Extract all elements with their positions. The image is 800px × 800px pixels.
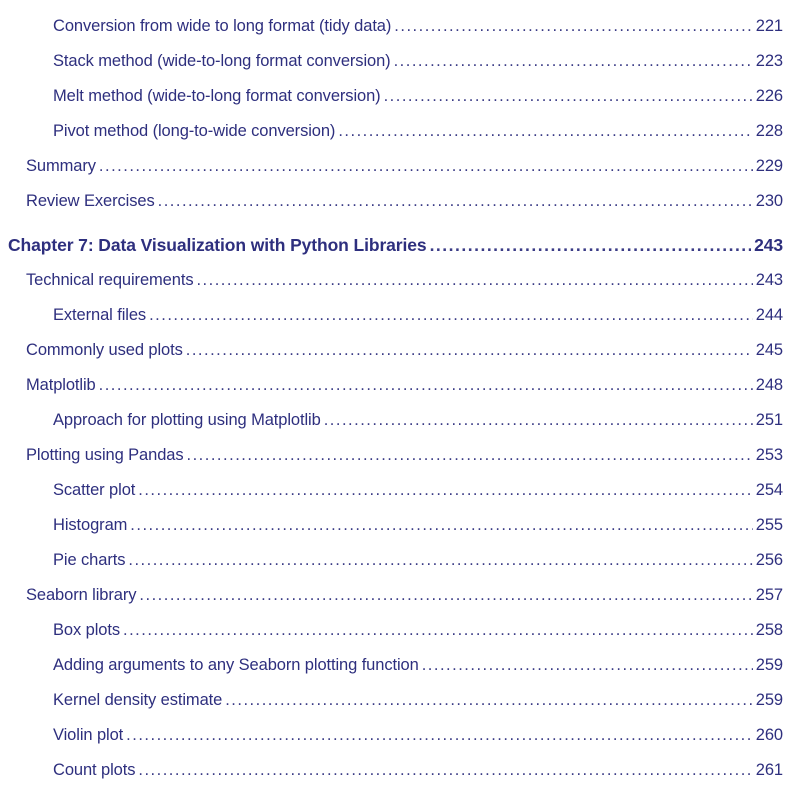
- toc-entry-page: 243: [755, 271, 783, 289]
- toc-entry-page: 259: [755, 656, 783, 674]
- toc-entry-label: Histogram: [53, 516, 128, 534]
- toc-leader-dots: [123, 621, 753, 640]
- toc-entry-label: Commonly used plots: [26, 341, 183, 359]
- toc-entry-page: 254: [755, 481, 783, 499]
- toc-leader-dots: [99, 157, 753, 176]
- toc-chapter-heading[interactable]: [8, 235, 783, 256]
- toc-leader-dots: [138, 481, 753, 500]
- toc-entry[interactable]: [53, 516, 783, 535]
- toc-entry-page: 248: [755, 376, 783, 394]
- toc-entry-page: 256: [755, 551, 783, 569]
- toc-entry[interactable]: [26, 157, 783, 176]
- toc-leader-dots: [394, 17, 752, 36]
- toc-entry[interactable]: [53, 17, 783, 36]
- toc-entry[interactable]: [53, 122, 783, 141]
- toc-leader-dots: [196, 271, 752, 290]
- toc-leader-dots: [338, 122, 752, 141]
- toc-entry-label: Pie charts: [53, 551, 126, 569]
- toc-entry-page: 244: [755, 306, 783, 324]
- toc-entry-page: 245: [755, 341, 783, 359]
- toc-entry-page: 260: [755, 726, 783, 744]
- toc-entry-label: Adding arguments to any Seaborn plotting function: [53, 656, 419, 674]
- toc-entry-label: Plotting using Pandas: [26, 446, 184, 464]
- toc-entry-label: Scatter plot: [53, 481, 136, 499]
- toc-leader-dots: [187, 446, 753, 465]
- toc-entry[interactable]: [53, 481, 783, 500]
- toc-entry-label: Technical requirements: [26, 271, 194, 289]
- toc-leader-dots: [138, 761, 752, 780]
- toc-entry[interactable]: [26, 341, 783, 360]
- toc-entry-label: Melt method (wide-to-long format conversion): [53, 87, 381, 105]
- toc-entry-label: Chapter 7: Data Visualization with Python Libraries: [8, 235, 427, 255]
- toc-entry-page: 261: [755, 761, 783, 779]
- toc-entry-label: Violin plot: [53, 726, 124, 744]
- toc-entry[interactable]: [26, 192, 783, 211]
- toc-entry[interactable]: [53, 691, 783, 710]
- toc-leader-dots: [139, 586, 752, 605]
- toc-entry[interactable]: [53, 656, 783, 675]
- toc-entry-label: Count plots: [53, 761, 136, 779]
- toc-entry[interactable]: [26, 376, 783, 395]
- toc-entry-page: 243: [754, 235, 783, 255]
- toc-entry-page: 228: [755, 122, 783, 140]
- toc-entry-page: 221: [755, 17, 783, 35]
- toc-entry-page: 223: [755, 52, 783, 70]
- toc-leader-dots: [186, 341, 753, 360]
- toc-entry[interactable]: [53, 52, 783, 71]
- toc-leader-dots: [149, 306, 753, 325]
- toc-entry-page: 257: [755, 586, 783, 604]
- toc-entry-page: 230: [755, 192, 783, 210]
- toc-leader-dots: [130, 516, 752, 535]
- toc-entry-label: Approach for plotting using Matplotlib: [53, 411, 321, 429]
- toc-entry-label: Conversion from wide to long format (tidy data): [53, 17, 392, 35]
- toc-entry-page: 258: [755, 621, 783, 639]
- toc-entry-label: Summary: [26, 157, 96, 175]
- toc-entry[interactable]: [53, 411, 783, 430]
- toc-entry[interactable]: [26, 271, 783, 290]
- toc-entry[interactable]: [53, 621, 783, 640]
- toc-entry[interactable]: [26, 446, 783, 465]
- toc-entry[interactable]: [53, 726, 783, 745]
- toc-entry[interactable]: [53, 761, 783, 780]
- toc-leader-dots: [324, 411, 753, 430]
- toc-leader-dots: [384, 87, 753, 106]
- toc-entry-page: 253: [755, 446, 783, 464]
- toc-entry-page: 251: [755, 411, 783, 429]
- toc-entry[interactable]: [26, 586, 783, 605]
- toc-entry[interactable]: [53, 87, 783, 106]
- toc-leader-dots: [394, 52, 753, 71]
- toc-entry-page: 226: [755, 87, 783, 105]
- toc-entry[interactable]: [53, 551, 783, 570]
- toc-leader-dots: [158, 192, 753, 211]
- toc-leader-dots: [430, 235, 752, 256]
- toc-entry-label: Matplotlib: [26, 376, 96, 394]
- toc-entry-label: Review Exercises: [26, 192, 155, 210]
- toc-entry[interactable]: [53, 306, 783, 325]
- toc-leader-dots: [225, 691, 753, 710]
- toc-entry-label: Kernel density estimate: [53, 691, 223, 709]
- toc-leader-dots: [99, 376, 753, 395]
- toc-entry-page: 229: [755, 157, 783, 175]
- toc-entry-page: 259: [755, 691, 783, 709]
- toc-entry-label: Seaborn library: [26, 586, 137, 604]
- toc-leader-dots: [128, 551, 752, 570]
- toc-entry-page: 255: [755, 516, 783, 534]
- toc-entry-label: Pivot method (long-to-wide conversion): [53, 122, 336, 140]
- toc-entry-label: External files: [53, 306, 147, 324]
- toc-entry-label: Stack method (wide-to-long format conversion): [53, 52, 391, 70]
- toc-entry-label: Box plots: [53, 621, 120, 639]
- toc-leader-dots: [422, 656, 753, 675]
- toc-leader-dots: [126, 726, 753, 745]
